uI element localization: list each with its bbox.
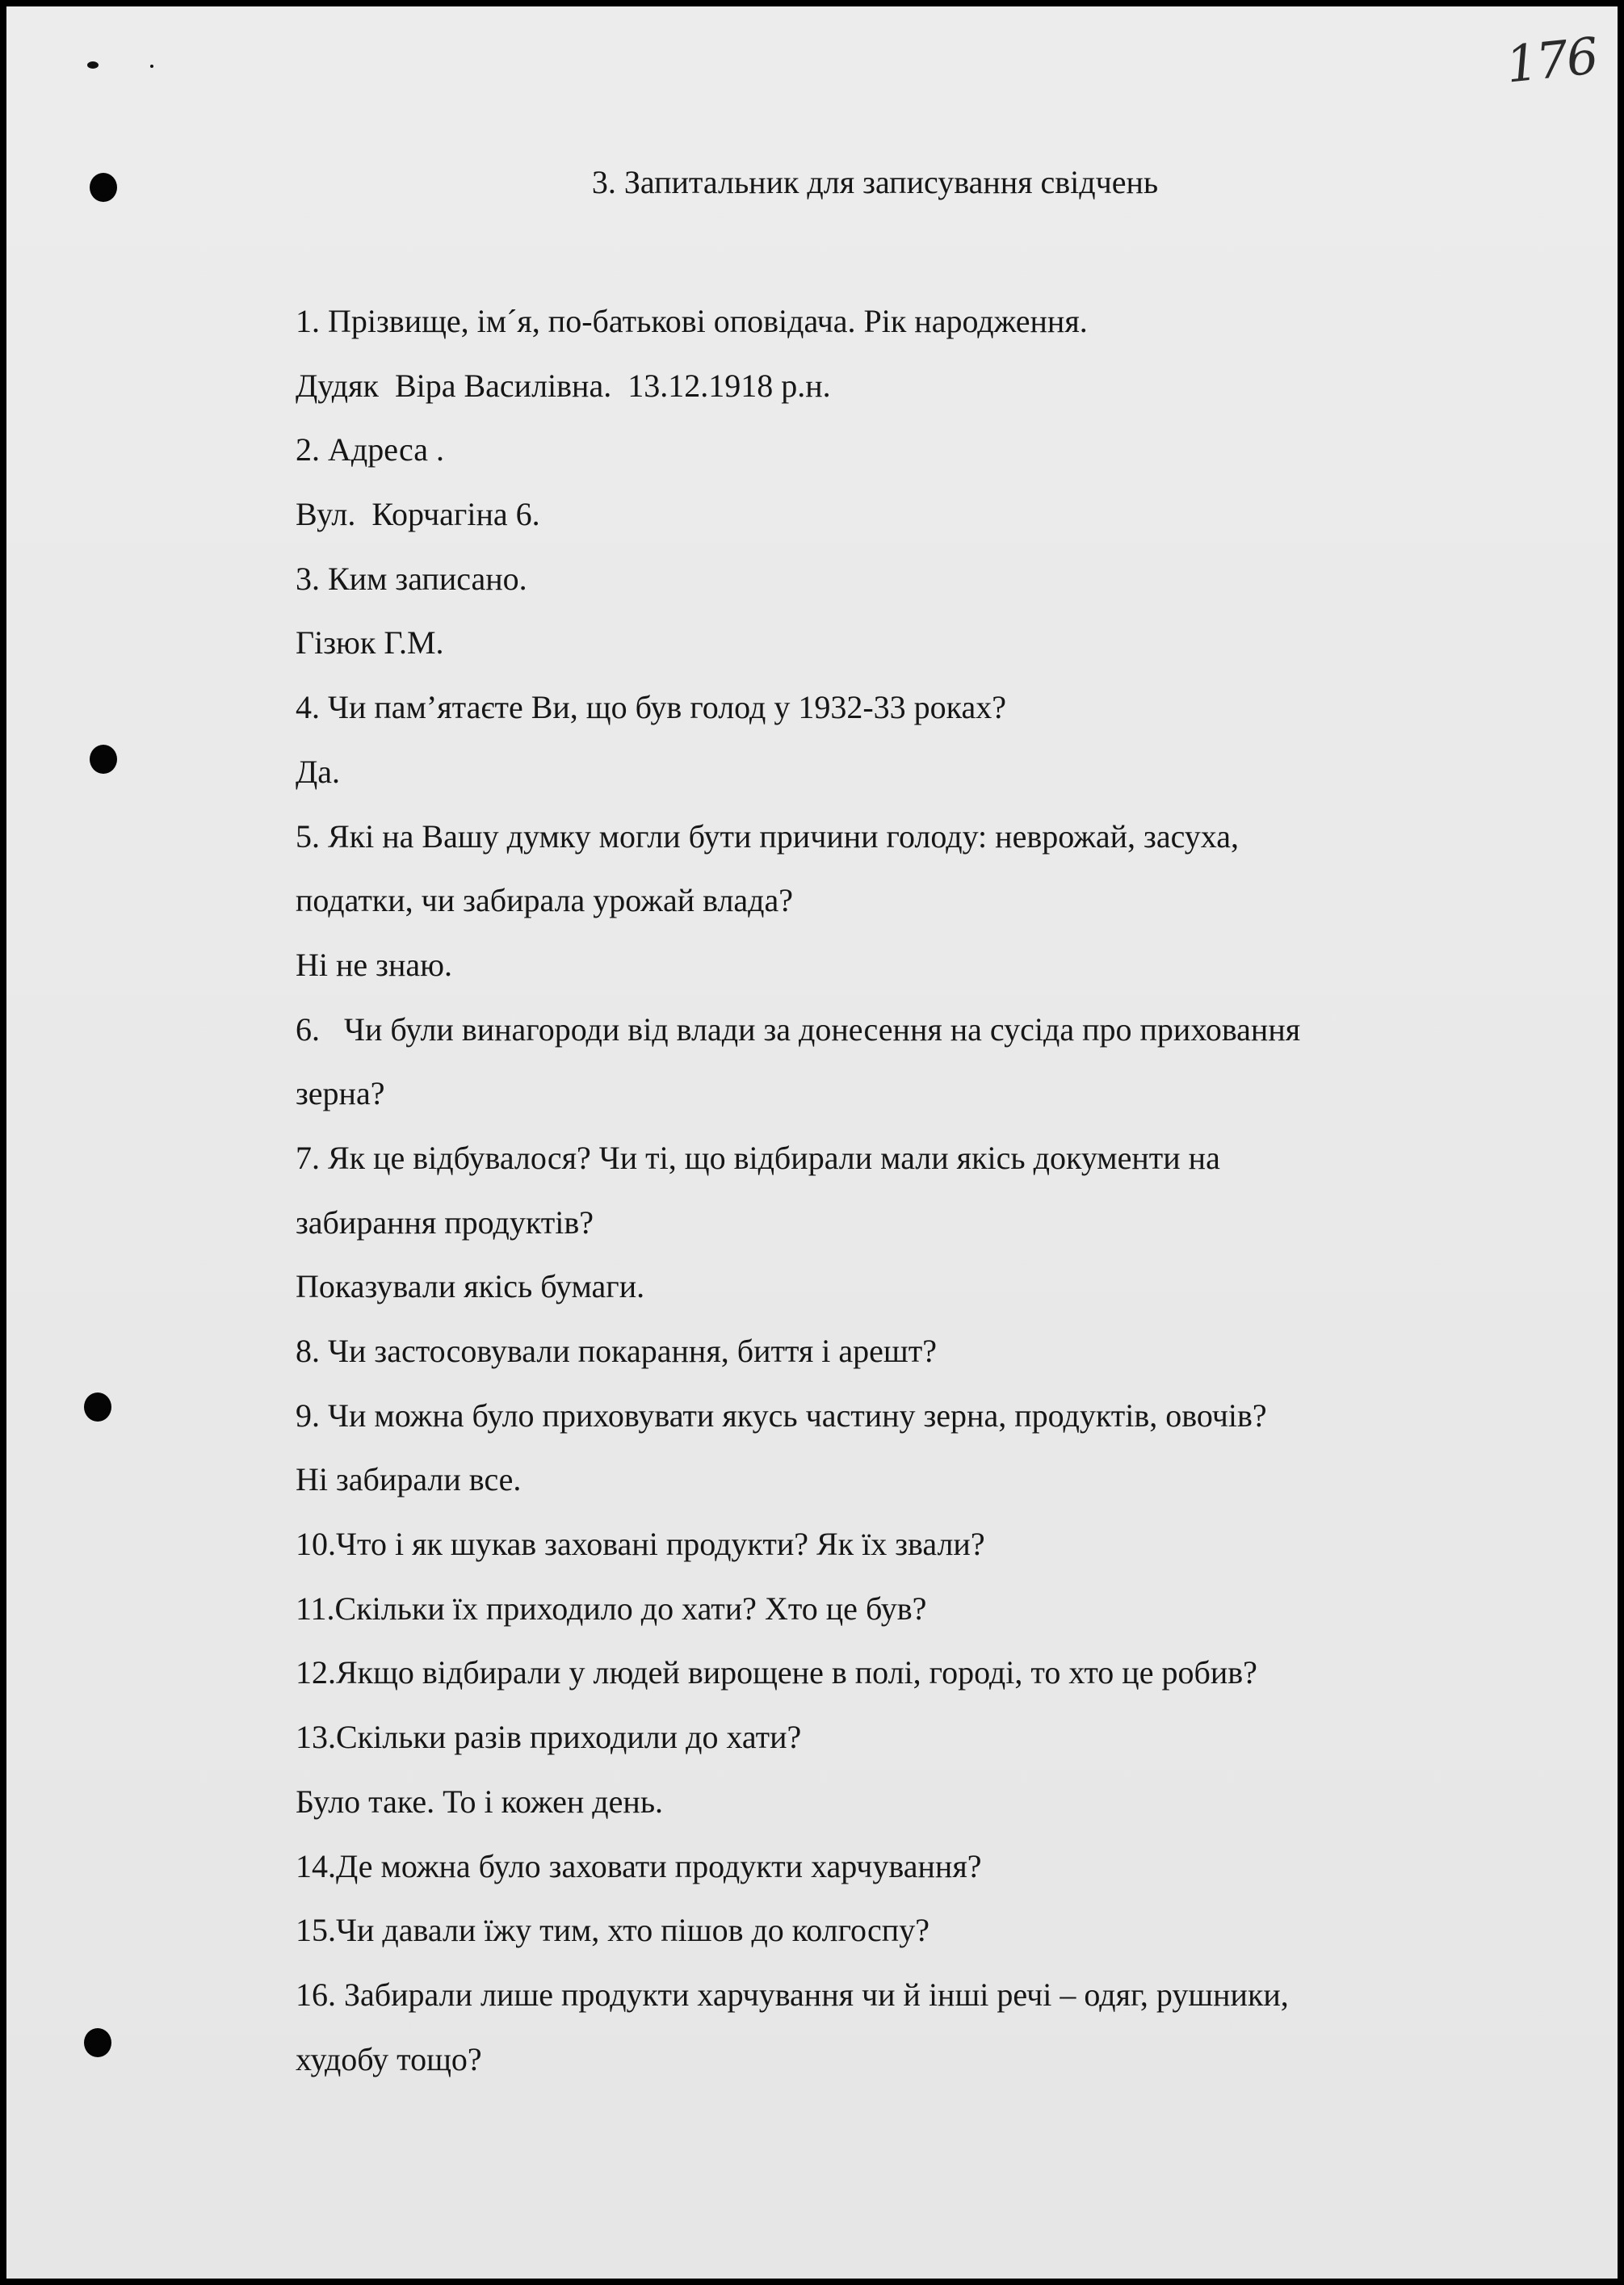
text-line: 14.Де можна було заховати продукти харчування? — [296, 1847, 982, 1884]
text-line: 2. Адреса . — [296, 431, 444, 468]
text-line: Да. — [296, 753, 341, 790]
text-line: 10.Что і як шукав заховані продукти? Як їх звали? — [296, 1526, 985, 1563]
text-line: забирання продуктів? — [296, 1203, 594, 1241]
text-line: податки, чи забирала урожай влада? — [296, 882, 794, 919]
text-line: Ні забирали все. — [296, 1461, 522, 1498]
text-line: зерна? — [296, 1075, 385, 1112]
text-line: 5. Які на Вашу думку могли бути причини голоду: неврожай, засуха, — [296, 817, 1240, 855]
text-line: Показували якісь бумаги. — [296, 1268, 645, 1305]
punch-hole — [84, 2028, 111, 2057]
document-title: 3. Запитальник для записування свідчень — [591, 164, 1159, 200]
text-line: 7. Як це відбувалося? Чи ті, що відбирали мали якісь документи на — [296, 1139, 1220, 1176]
text-line: Гізюк Г.М. — [296, 624, 444, 662]
text-line: 13.Скільки разів приходили до хати? — [296, 1719, 802, 1756]
text-line: Дудяк Віра Василівна. 13.12.1918 р.н. — [296, 367, 831, 404]
text-line: Було таке. То і кожен день. — [296, 1783, 664, 1820]
text-line: 8. Чи застосовували покарання, биття і арешт? — [296, 1333, 937, 1369]
text-line: 9. Чи можна було приховувати якусь частину зерна, продуктів, овочів? — [296, 1397, 1267, 1434]
text-line: 6. Чи були винагороди від влади за донесення на сусіда про приховання — [296, 1010, 1301, 1048]
text-line: 15.Чи давали їжу тим, хто пішов до колгоспу? — [296, 1912, 929, 1949]
ink-speck — [87, 61, 99, 69]
questionnaire-body — [296, 289, 1555, 2091]
ink-speck — [150, 65, 153, 68]
text-line: Вул. Корчагіна 6. — [296, 496, 540, 533]
text-line: 11.Скільки їх приходило до хати? Хто це був? — [296, 1590, 927, 1627]
text-line: 16. Забирали лише продукти харчування чи й інші речі – одяг, рушники, — [296, 1976, 1289, 2013]
text-line: 1. Прізвище, ім´я, по-батькові оповідача. Рік народження. — [296, 303, 1088, 339]
text-line: 12.Якщо відбирали у людей вирощене в полі, городі, то хто це робив? — [296, 1654, 1257, 1691]
text-line: Ні не знаю. — [296, 946, 453, 983]
punch-hole — [90, 745, 117, 774]
text-line: 4. Чи пам’ятаєте Ви, що був голод у 1932-33 роках? — [296, 689, 1007, 726]
text-line: худобу тощо? — [296, 2040, 482, 2077]
text-line: 3. Ким записано. — [296, 560, 527, 597]
handwritten-page-number: 176 — [1503, 26, 1600, 95]
punch-hole — [84, 1392, 111, 1422]
